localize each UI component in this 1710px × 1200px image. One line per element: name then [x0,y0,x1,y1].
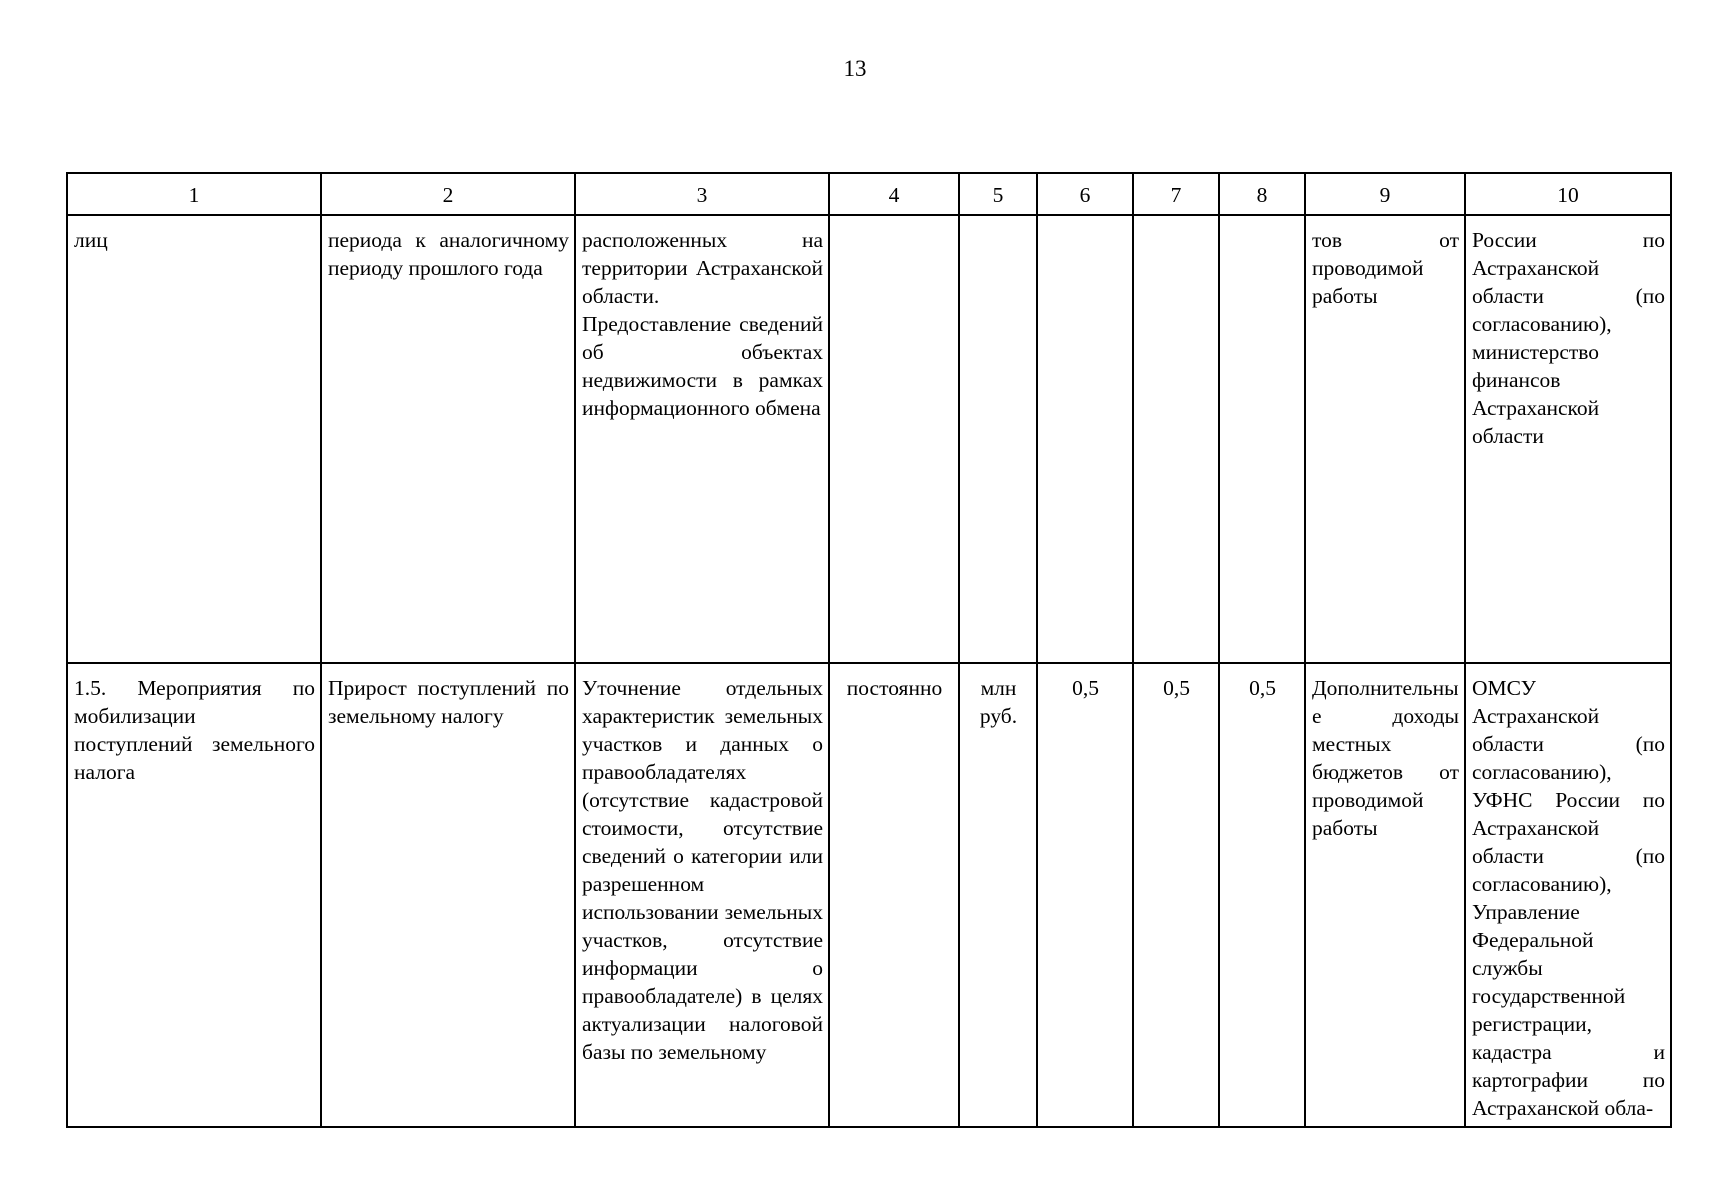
table-cell [1219,215,1305,663]
column-header-4: 4 [829,173,959,215]
table-cell: постоянно [829,663,959,1127]
table-row [67,215,1671,663]
column-header-5: 5 [959,173,1037,215]
header-row [67,173,1671,215]
table-cell [959,215,1037,663]
column-header-3: 3 [575,173,829,215]
table-cell: Уточнение отдельных характеристик земельных участков и данных о правообладателях (отсутствие кадастровой стоимости, отсутствие сведений о категории или разрешенном использовании земельных участков, отсутствие информации о правообладателе) в целях актуализации налоговой базы по земельному [575,663,829,1127]
table-row [67,663,1671,1127]
table-cell: периода к аналогичному периоду прошлого года [321,215,575,663]
table-cell: млн руб. [959,663,1037,1127]
table-cell: расположенных на территории Астраханской области. Предоставление сведений об объектах недвижимости в рамках информационного обмена [575,215,829,663]
table-cell: России по Астраханской области (по согласованию), министерство финансов Астраханской области [1465,215,1671,663]
column-header-7: 7 [1133,173,1219,215]
table-cell [1133,215,1219,663]
column-header-1: 1 [67,173,321,215]
table-cell: лиц [67,215,321,663]
page-number: 13 [843,56,867,81]
table-cell: ОМСУ Астраханской области (по согласованию), УФНС России по Астраханской области (по согласованию), Управление Федеральной службы государственной регистрации, кадастра и картографии по Астраханской обла- [1465,663,1671,1127]
column-header-9: 9 [1305,173,1465,215]
table-cell: 0,5 [1219,663,1305,1127]
table-cell: 1.5. Мероприятия по мобилизации поступлений земельного налога [67,663,321,1127]
column-header-8: 8 [1219,173,1305,215]
table-cell [1037,215,1133,663]
table-cell: тов от проводимой работы [1305,215,1465,663]
table-cell: 0,5 [1037,663,1133,1127]
table-cell [829,215,959,663]
table-cell: Дополнительные доходы местных бюджетов от проводимой работы [1305,663,1465,1127]
table-cell: Прирост поступлений по земельному налогу [321,663,575,1127]
column-header-6: 6 [1037,173,1133,215]
table-cell: 0,5 [1133,663,1219,1127]
column-header-2: 2 [321,173,575,215]
column-header-10: 10 [1465,173,1671,215]
measures-table [66,172,1672,1128]
